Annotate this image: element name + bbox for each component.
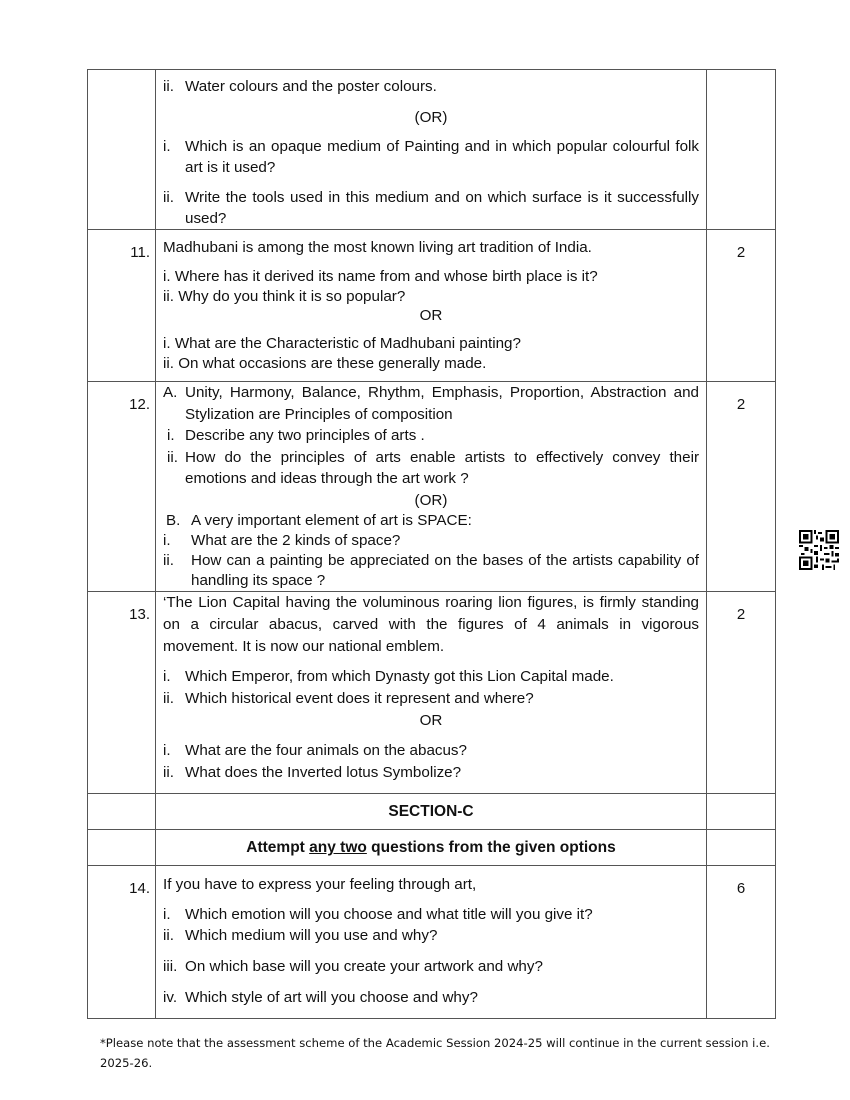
question-table bbox=[87, 69, 776, 1019]
list-item: iv. Which style of art will you choose and why? bbox=[163, 989, 478, 1006]
q12-part-a: A. Unity, Harmony, Balance, Rhythm, Emphasis, Proportion, Abstraction and Stylization are Principles of composition bbox=[163, 384, 699, 423]
q11-alt-ii: ii. On what occasions are these generally made. bbox=[163, 355, 487, 372]
list-item: i. Which is an opaque medium of Painting and in which popular colourful folk art is it used? bbox=[163, 138, 699, 176]
question-number-cell bbox=[88, 70, 156, 230]
question-row-12 bbox=[88, 382, 776, 592]
empty-cell bbox=[88, 794, 156, 830]
list-item: i. What are the four animals on the abacus? bbox=[163, 742, 467, 759]
list-item: ii. What does the Inverted lotus Symbolize? bbox=[163, 764, 462, 781]
section-title-cell bbox=[156, 794, 707, 830]
question-marks: 2 bbox=[707, 592, 776, 794]
question-marks: 2 bbox=[707, 382, 776, 592]
list-item: i. Describe any two principles of arts . bbox=[167, 427, 425, 444]
question-row-14 bbox=[88, 866, 776, 1019]
section-title: SECTION-C bbox=[388, 803, 474, 820]
q13-content bbox=[156, 592, 707, 794]
marks-cell bbox=[707, 70, 776, 230]
list-item: ii. How do the principles of arts enable artists to effectively convey their emotions and ideas through the art work ? bbox=[167, 448, 699, 487]
question-row-13 bbox=[88, 592, 776, 794]
q10-content bbox=[156, 70, 707, 230]
list-item: ii. Write the tools used in this medium and on which surface is it successfully used? bbox=[163, 189, 699, 227]
or-separator: OR bbox=[419, 712, 443, 729]
section-instruction: Attempt any two questions from the given options bbox=[246, 839, 616, 856]
list-item: i. What are the 2 kinds of space? bbox=[163, 532, 401, 549]
question-number: 13. bbox=[88, 592, 156, 794]
question-marks: 6 bbox=[707, 866, 776, 1019]
q10-continuation-row bbox=[88, 70, 776, 230]
section-heading-row bbox=[88, 794, 776, 830]
q11-part-i: i. Where has it derived its name from and whose birth place is it? bbox=[163, 268, 598, 285]
section-instruction-cell bbox=[156, 830, 707, 866]
question-paper-sheet bbox=[87, 69, 776, 1019]
question-row-11 bbox=[88, 230, 776, 382]
q11-intro: Madhubani is among the most known living art tradition of India. bbox=[163, 239, 592, 256]
empty-cell bbox=[88, 830, 156, 866]
section-instruction-row bbox=[88, 830, 776, 866]
empty-cell bbox=[707, 830, 776, 866]
list-item: i. Which emotion will you choose and what title will you give it? bbox=[163, 906, 593, 923]
question-marks: 2 bbox=[707, 230, 776, 382]
or-separator: OR bbox=[419, 307, 443, 324]
q14-content bbox=[156, 866, 707, 1019]
q11-part-ii: ii. Why do you think it is so popular? bbox=[163, 288, 406, 305]
footnote: *Please note that the assessment scheme of the Academic Session 2024-25 will continue in the current session i.e. 2025-26. bbox=[100, 1036, 770, 1070]
question-number: 11. bbox=[88, 230, 156, 382]
or-separator: (OR) bbox=[414, 109, 448, 126]
q12-part-b: B. A very important element of art is SPACE: bbox=[166, 512, 472, 529]
list-item: ii. How can a painting be appreciated on the bases of the artists capability of handling its space ? bbox=[163, 552, 699, 589]
list-item: iii. On which base will you create your artwork and why? bbox=[163, 958, 543, 975]
question-number: 12. bbox=[88, 382, 156, 592]
list-item: ii. Which historical event does it represent and where? bbox=[163, 690, 534, 707]
question-number: 14. bbox=[88, 866, 156, 1019]
q11-content bbox=[156, 230, 707, 382]
q12-content bbox=[156, 382, 707, 592]
q14-intro: If you have to express your feeling through art, bbox=[163, 876, 477, 893]
q13-intro: ‘The Lion Capital having the voluminous roaring lion figures, is firmly standing on a circular abacus, carved with the figures of 4 animals in vigorous movement. It is now our national emblem. bbox=[163, 594, 699, 655]
empty-cell bbox=[707, 794, 776, 830]
qr-code-icon bbox=[799, 530, 839, 570]
list-item: ii. Water colours and the poster colours. bbox=[163, 78, 437, 95]
q11-alt-i: i. What are the Characteristic of Madhubani painting? bbox=[163, 335, 521, 352]
or-separator: (OR) bbox=[414, 491, 448, 509]
list-item: i. Which Emperor, from which Dynasty got this Lion Capital made. bbox=[163, 668, 614, 685]
list-item: ii. Which medium will you use and why? bbox=[163, 927, 438, 944]
